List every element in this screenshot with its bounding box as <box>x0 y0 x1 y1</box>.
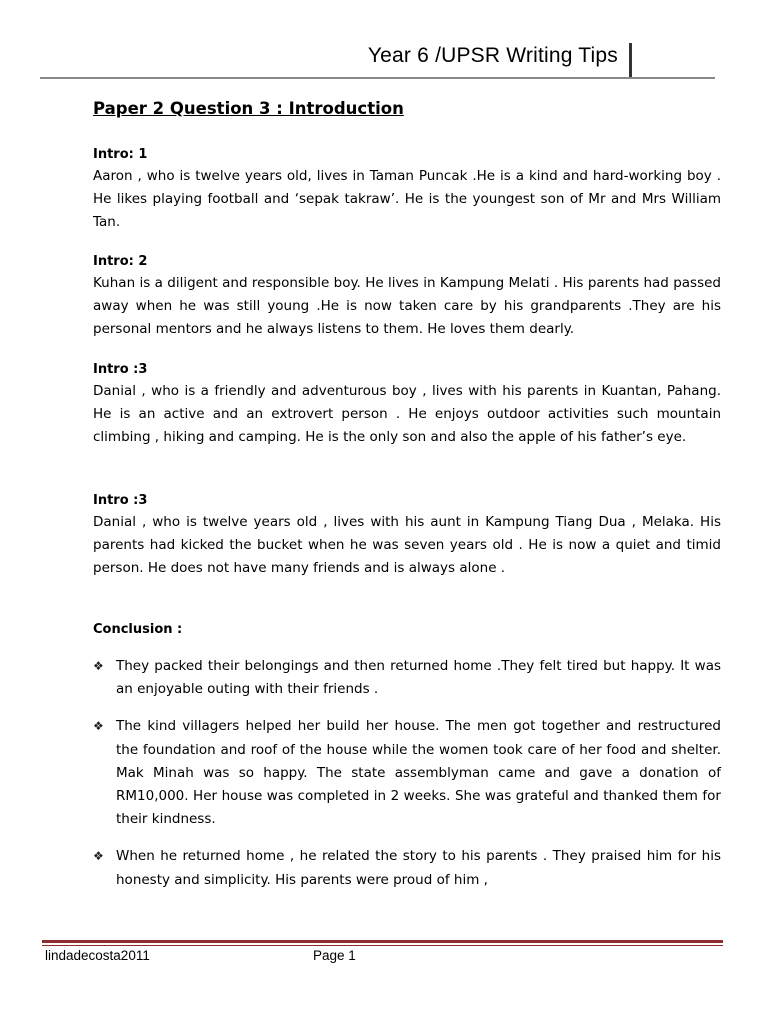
header-vertical-bar <box>629 43 632 77</box>
footer-rule-thick <box>42 940 723 943</box>
diamond-bullet-icon: ❖ <box>93 849 104 864</box>
header-rule <box>40 77 715 79</box>
conclusion-section <box>93 620 721 640</box>
intro-paragraph: Danial , who is twelve years old , lives with his aunt in Kampung Tiang Dua , Melaka. His parents had kicked the bucket when he was seven years old . He is now a quiet and timid person. He does not have many friends and is always alone . <box>93 514 721 577</box>
diamond-bullet-icon: ❖ <box>93 719 104 734</box>
page-heading: Paper 2 Question 3 : Introduction <box>93 99 404 118</box>
list-item <box>93 845 721 891</box>
conclusion-text: They packed their belongings and then returned home .They felt tired but happy. It was an enjoyable outing with their friends . <box>116 658 721 698</box>
diamond-bullet-icon: ❖ <box>93 659 104 673</box>
footer-author: lindadecosta2011 <box>45 948 150 963</box>
conclusion-text: The kind villagers helped her build her house. The men got together and restructured the foundation and roof of the house while the women took care of her food and shelter. Mak Minah was so happy. The state assemblyman came and gave a donation of RM10,000. Her house was completed in 2 weeks. She was grateful and thanked them for their kindness. <box>116 718 721 828</box>
intro-label: Intro :3 <box>93 493 148 508</box>
intro-label: Intro: 1 <box>93 147 148 162</box>
footer-rule-thin <box>42 945 723 946</box>
intro-paragraph: Aaron , who is twelve years old, lives in Taman Puncak .He is a kind and hard-working boy . He likes playing football and ‘sepak takraw’. He is the youngest son of Mr and Mrs William Tan. <box>93 168 721 231</box>
intro-paragraph: Kuhan is a diligent and responsible boy. He lives in Kampung Melati . His parents had passed away when he was still young .He is now taken care by his grandparents .They are his personal mentors and he always listens to them. He loves them dearly. <box>93 275 721 338</box>
list-item <box>93 715 721 831</box>
conclusion-list <box>93 655 721 906</box>
header-title: Year 6 /UPSR Writing Tips <box>367 44 618 67</box>
intro-section-4 <box>93 491 721 581</box>
intro-section-2 <box>93 252 721 342</box>
intro-label: Intro: 2 <box>93 254 148 269</box>
footer-page-number: Page 1 <box>313 948 356 963</box>
conclusion-text: When he returned home , he related the story to his parents . They praised him for his honesty and simplicity. His parents were proud of him , <box>116 848 721 888</box>
intro-label: Intro :3 <box>93 362 148 377</box>
intro-section-1 <box>93 145 721 235</box>
intro-section-3 <box>93 360 721 450</box>
conclusion-label: Conclusion : <box>93 622 183 637</box>
list-item <box>93 655 721 701</box>
intro-paragraph: Danial , who is a friendly and adventurous boy , lives with his parents in Kuantan, Pahang. He is an active and an extrovert person . He enjoys outdoor activities such mountain climbing , hiking and camping. He is the only son and also the apple of his father’s eye. <box>93 383 721 446</box>
